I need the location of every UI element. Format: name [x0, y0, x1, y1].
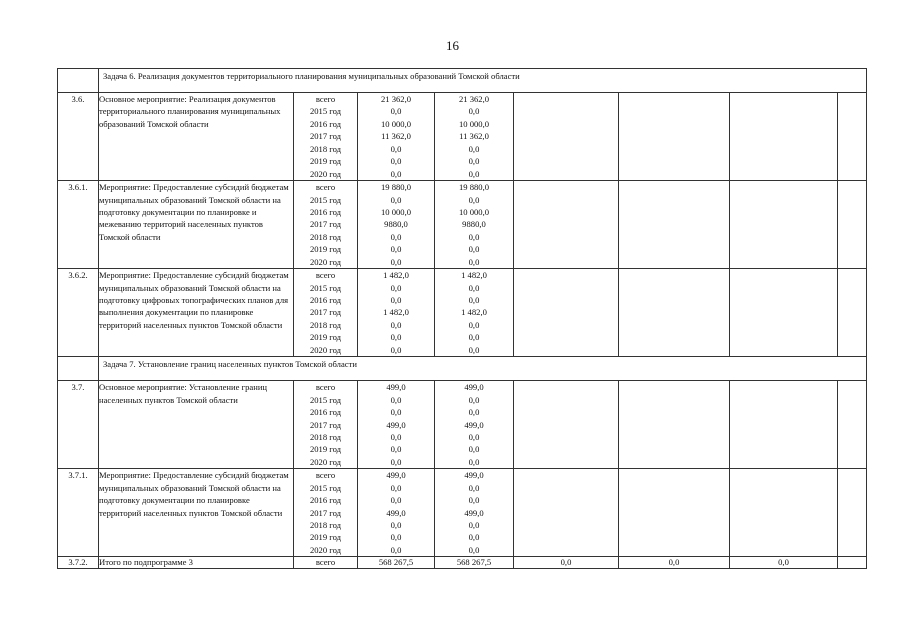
empty-cell: [514, 181, 619, 269]
row-number: 3.6.1.: [58, 181, 99, 269]
task-num-cell: [58, 357, 99, 381]
year-label: всего: [315, 270, 336, 281]
value-cell: 0,0: [390, 394, 402, 405]
value-cell: 499,0: [386, 382, 406, 393]
empty-cell: [514, 93, 619, 181]
year-label: всего: [315, 470, 336, 481]
value-cell: 0,0: [468, 344, 480, 355]
value-cell: 0,0: [390, 106, 402, 117]
year-label: 2019 год: [309, 156, 342, 167]
value-cell: 9880,0: [384, 219, 408, 230]
value-cell: 0,0: [468, 532, 480, 543]
empty-cell: [730, 469, 838, 557]
value-cell: 0,0: [390, 407, 402, 418]
value-column-2: [435, 181, 514, 269]
value-cell: 0,0: [468, 444, 480, 455]
task-row: [58, 69, 867, 93]
measure-name: Мероприятие: Предоставление субсидий бюджетам муниципальных образований Томской области на подготовку цифровых топографических планов для выполнения документации по планировке территорий населенных пунктов Томской области: [99, 269, 294, 357]
value-cell: 0,0: [390, 332, 402, 343]
empty-cell: [838, 469, 867, 557]
value-column-1: [358, 269, 435, 357]
budget-table: [57, 68, 867, 569]
value-cell: 1 482,0: [383, 307, 409, 318]
measure-name: Мероприятие: Предоставление субсидий бюджетам муниципальных образований Томской области на подготовку документации по планировке территорий населенных пунктов Томской области: [99, 469, 294, 557]
value-cell: 0,0: [468, 407, 480, 418]
value-cell: 19 880,0: [458, 182, 490, 193]
year-label: 2017 год: [309, 131, 342, 142]
value-cell: 0,0: [390, 295, 402, 305]
page-number: 16: [446, 38, 459, 53]
row-number: 3.7.2.: [58, 557, 99, 569]
value-cell: 0,0: [390, 495, 402, 506]
value-cell: 499,0: [464, 470, 484, 481]
year-labels: [294, 93, 358, 181]
value-cell: 0,0: [468, 106, 480, 117]
empty-cell: [730, 381, 838, 469]
value-cell: 0,0: [468, 431, 480, 442]
value-cell: 0,0: [390, 532, 402, 543]
value-cell: 0,0: [468, 495, 480, 506]
year-label: 2015 год: [309, 194, 342, 205]
value-cell: 0,0: [390, 256, 402, 267]
value-cell: 0,0: [468, 520, 480, 530]
value-cell: 0,0: [390, 319, 402, 330]
year-label: 2015 год: [309, 282, 342, 293]
value-cell: 19 880,0: [380, 182, 412, 193]
measure-row: [58, 469, 867, 557]
task-num-cell: [58, 69, 99, 93]
value-cell: 1 482,0: [461, 307, 487, 318]
value-cell: 499,0: [386, 507, 406, 518]
row-number: 3.7.1.: [58, 469, 99, 557]
value-cell: 0,0: [468, 456, 480, 467]
value-cell: 0,0: [390, 168, 402, 179]
year-labels: [294, 181, 358, 269]
year-label: 2018 год: [309, 231, 342, 242]
empty-cell: [730, 269, 838, 357]
year-label: 2016 год: [309, 295, 342, 305]
empty-cell: [838, 381, 867, 469]
total-value: 0,0: [730, 557, 838, 569]
value-cell: 10 000,0: [458, 206, 490, 217]
empty-cell: [619, 469, 730, 557]
value-column-1: [358, 469, 435, 557]
value-cell: 0,0: [390, 282, 402, 293]
value-cell: 499,0: [464, 382, 484, 393]
measure-name: Основное мероприятие: Реализация документов территориального планирования муниципальных образований Томской области: [99, 93, 294, 181]
year-label: 2017 год: [309, 219, 342, 230]
value-cell: 0,0: [468, 482, 480, 493]
value-cell: 0,0: [468, 244, 480, 255]
value-cell: 21 362,0: [458, 94, 490, 104]
row-number: 3.6.2.: [58, 269, 99, 357]
value-cell: 0,0: [468, 194, 480, 205]
year-label: 2020 год: [309, 544, 342, 555]
measure-row: [58, 381, 867, 469]
value-cell: 0,0: [390, 482, 402, 493]
empty-cell: [514, 381, 619, 469]
year-label: 2017 год: [309, 419, 342, 430]
value-column-1: [358, 381, 435, 469]
year-label: 2018 год: [309, 319, 342, 330]
empty-cell: [838, 93, 867, 181]
value-cell: 0,0: [468, 282, 480, 293]
year-label: всего: [315, 382, 336, 393]
value-cell: 10 000,0: [380, 206, 412, 217]
total-value: 568 267,5: [358, 557, 435, 569]
value-cell: 0,0: [468, 319, 480, 330]
empty-cell: [838, 181, 867, 269]
value-cell: 10 000,0: [380, 118, 412, 129]
year-label: 2018 год: [309, 520, 342, 530]
empty-cell: [619, 269, 730, 357]
year-label: всего: [315, 94, 336, 104]
year-label: 2015 год: [309, 394, 342, 405]
year-label: 2020 год: [309, 344, 342, 355]
value-cell: 0,0: [390, 520, 402, 530]
year-labels: [294, 381, 358, 469]
value-cell: 0,0: [390, 194, 402, 205]
year-label: 2016 год: [309, 495, 342, 506]
value-column-1: [358, 93, 435, 181]
year-label: 2019 год: [309, 444, 342, 455]
year-label: 2016 год: [309, 206, 342, 217]
value-column-2: [435, 469, 514, 557]
value-cell: 0,0: [390, 544, 402, 555]
value-cell: 10 000,0: [458, 118, 490, 129]
value-cell: 0,0: [468, 231, 480, 242]
year-label: 2019 год: [309, 532, 342, 543]
year-label: 2016 год: [309, 118, 342, 129]
value-cell: 21 362,0: [380, 94, 412, 104]
year-label: всего: [315, 182, 336, 193]
measure-name: Мероприятие: Предоставление субсидий бюджетам муниципальных образований Томской области на подготовку документации по планировке и межеванию территорий населенных пунктов Томской области: [99, 181, 294, 269]
value-cell: 499,0: [464, 507, 484, 518]
task-title: Задача 6. Реализация документов территориального планирования муниципальных образований Томской области: [99, 69, 867, 93]
year-label: 2015 год: [309, 482, 342, 493]
value-column-2: [435, 93, 514, 181]
value-cell: 0,0: [468, 295, 480, 305]
value-cell: 1 482,0: [461, 270, 487, 281]
measure-row: [58, 181, 867, 269]
value-cell: 0,0: [468, 394, 480, 405]
value-cell: 0,0: [390, 344, 402, 355]
year-label: 2015 год: [309, 106, 342, 117]
task-title: Задача 7. Установление границ населенных пунктов Томской области: [99, 357, 867, 381]
value-cell: 0,0: [468, 544, 480, 555]
year-label: 2020 год: [309, 256, 342, 267]
measure-row: [58, 269, 867, 357]
total-row: [58, 557, 867, 569]
year-label: 2020 год: [309, 168, 342, 179]
total-label: Итого по подпрограмме 3: [99, 557, 294, 569]
year-label: 2020 год: [309, 456, 342, 467]
task-row: [58, 357, 867, 381]
value-cell: 0,0: [468, 143, 480, 154]
value-cell: 499,0: [464, 419, 484, 430]
value-cell: 0,0: [390, 244, 402, 255]
year-labels: [294, 269, 358, 357]
empty-cell: [730, 181, 838, 269]
empty-cell: [838, 269, 867, 357]
total-value: 568 267,5: [435, 557, 514, 569]
value-cell: 1 482,0: [383, 270, 409, 281]
year-label: 2016 год: [309, 407, 342, 418]
year-label: 2019 год: [309, 332, 342, 343]
value-column-1: [358, 181, 435, 269]
row-number: 3.6.: [58, 93, 99, 181]
empty-cell: [730, 93, 838, 181]
total-value: 0,0: [514, 557, 619, 569]
year-label: 2017 год: [309, 307, 342, 318]
value-cell: 11 362,0: [459, 131, 489, 142]
year-label: 2017 год: [309, 507, 342, 518]
value-cell: 0,0: [468, 168, 480, 179]
year-label: 2018 год: [309, 431, 342, 442]
value-column-2: [435, 381, 514, 469]
value-cell: 0,0: [390, 156, 402, 167]
empty-cell: [619, 381, 730, 469]
total-year-label: всего: [294, 557, 358, 569]
empty-cell: [838, 557, 867, 569]
year-label: 2018 год: [309, 143, 342, 154]
value-cell: 0,0: [390, 456, 402, 467]
empty-cell: [514, 269, 619, 357]
empty-cell: [619, 93, 730, 181]
empty-cell: [514, 469, 619, 557]
row-number: 3.7.: [58, 381, 99, 469]
empty-cell: [619, 181, 730, 269]
value-cell: 0,0: [390, 143, 402, 154]
value-cell: 499,0: [386, 419, 406, 430]
total-value: 0,0: [619, 557, 730, 569]
value-cell: 9880,0: [462, 219, 486, 230]
value-column-2: [435, 269, 514, 357]
value-cell: 0,0: [468, 256, 480, 267]
measure-row: [58, 93, 867, 181]
value-cell: 0,0: [390, 231, 402, 242]
value-cell: 0,0: [390, 431, 402, 442]
measure-name: Основное мероприятие: Установление границ населенных пунктов Томской области: [99, 381, 294, 469]
value-cell: 499,0: [386, 470, 406, 481]
value-cell: 0,0: [468, 156, 480, 167]
value-cell: 0,0: [468, 332, 480, 343]
value-cell: 0,0: [390, 444, 402, 455]
value-cell: 11 362,0: [381, 131, 411, 142]
year-label: 2019 год: [309, 244, 342, 255]
year-labels: [294, 469, 358, 557]
